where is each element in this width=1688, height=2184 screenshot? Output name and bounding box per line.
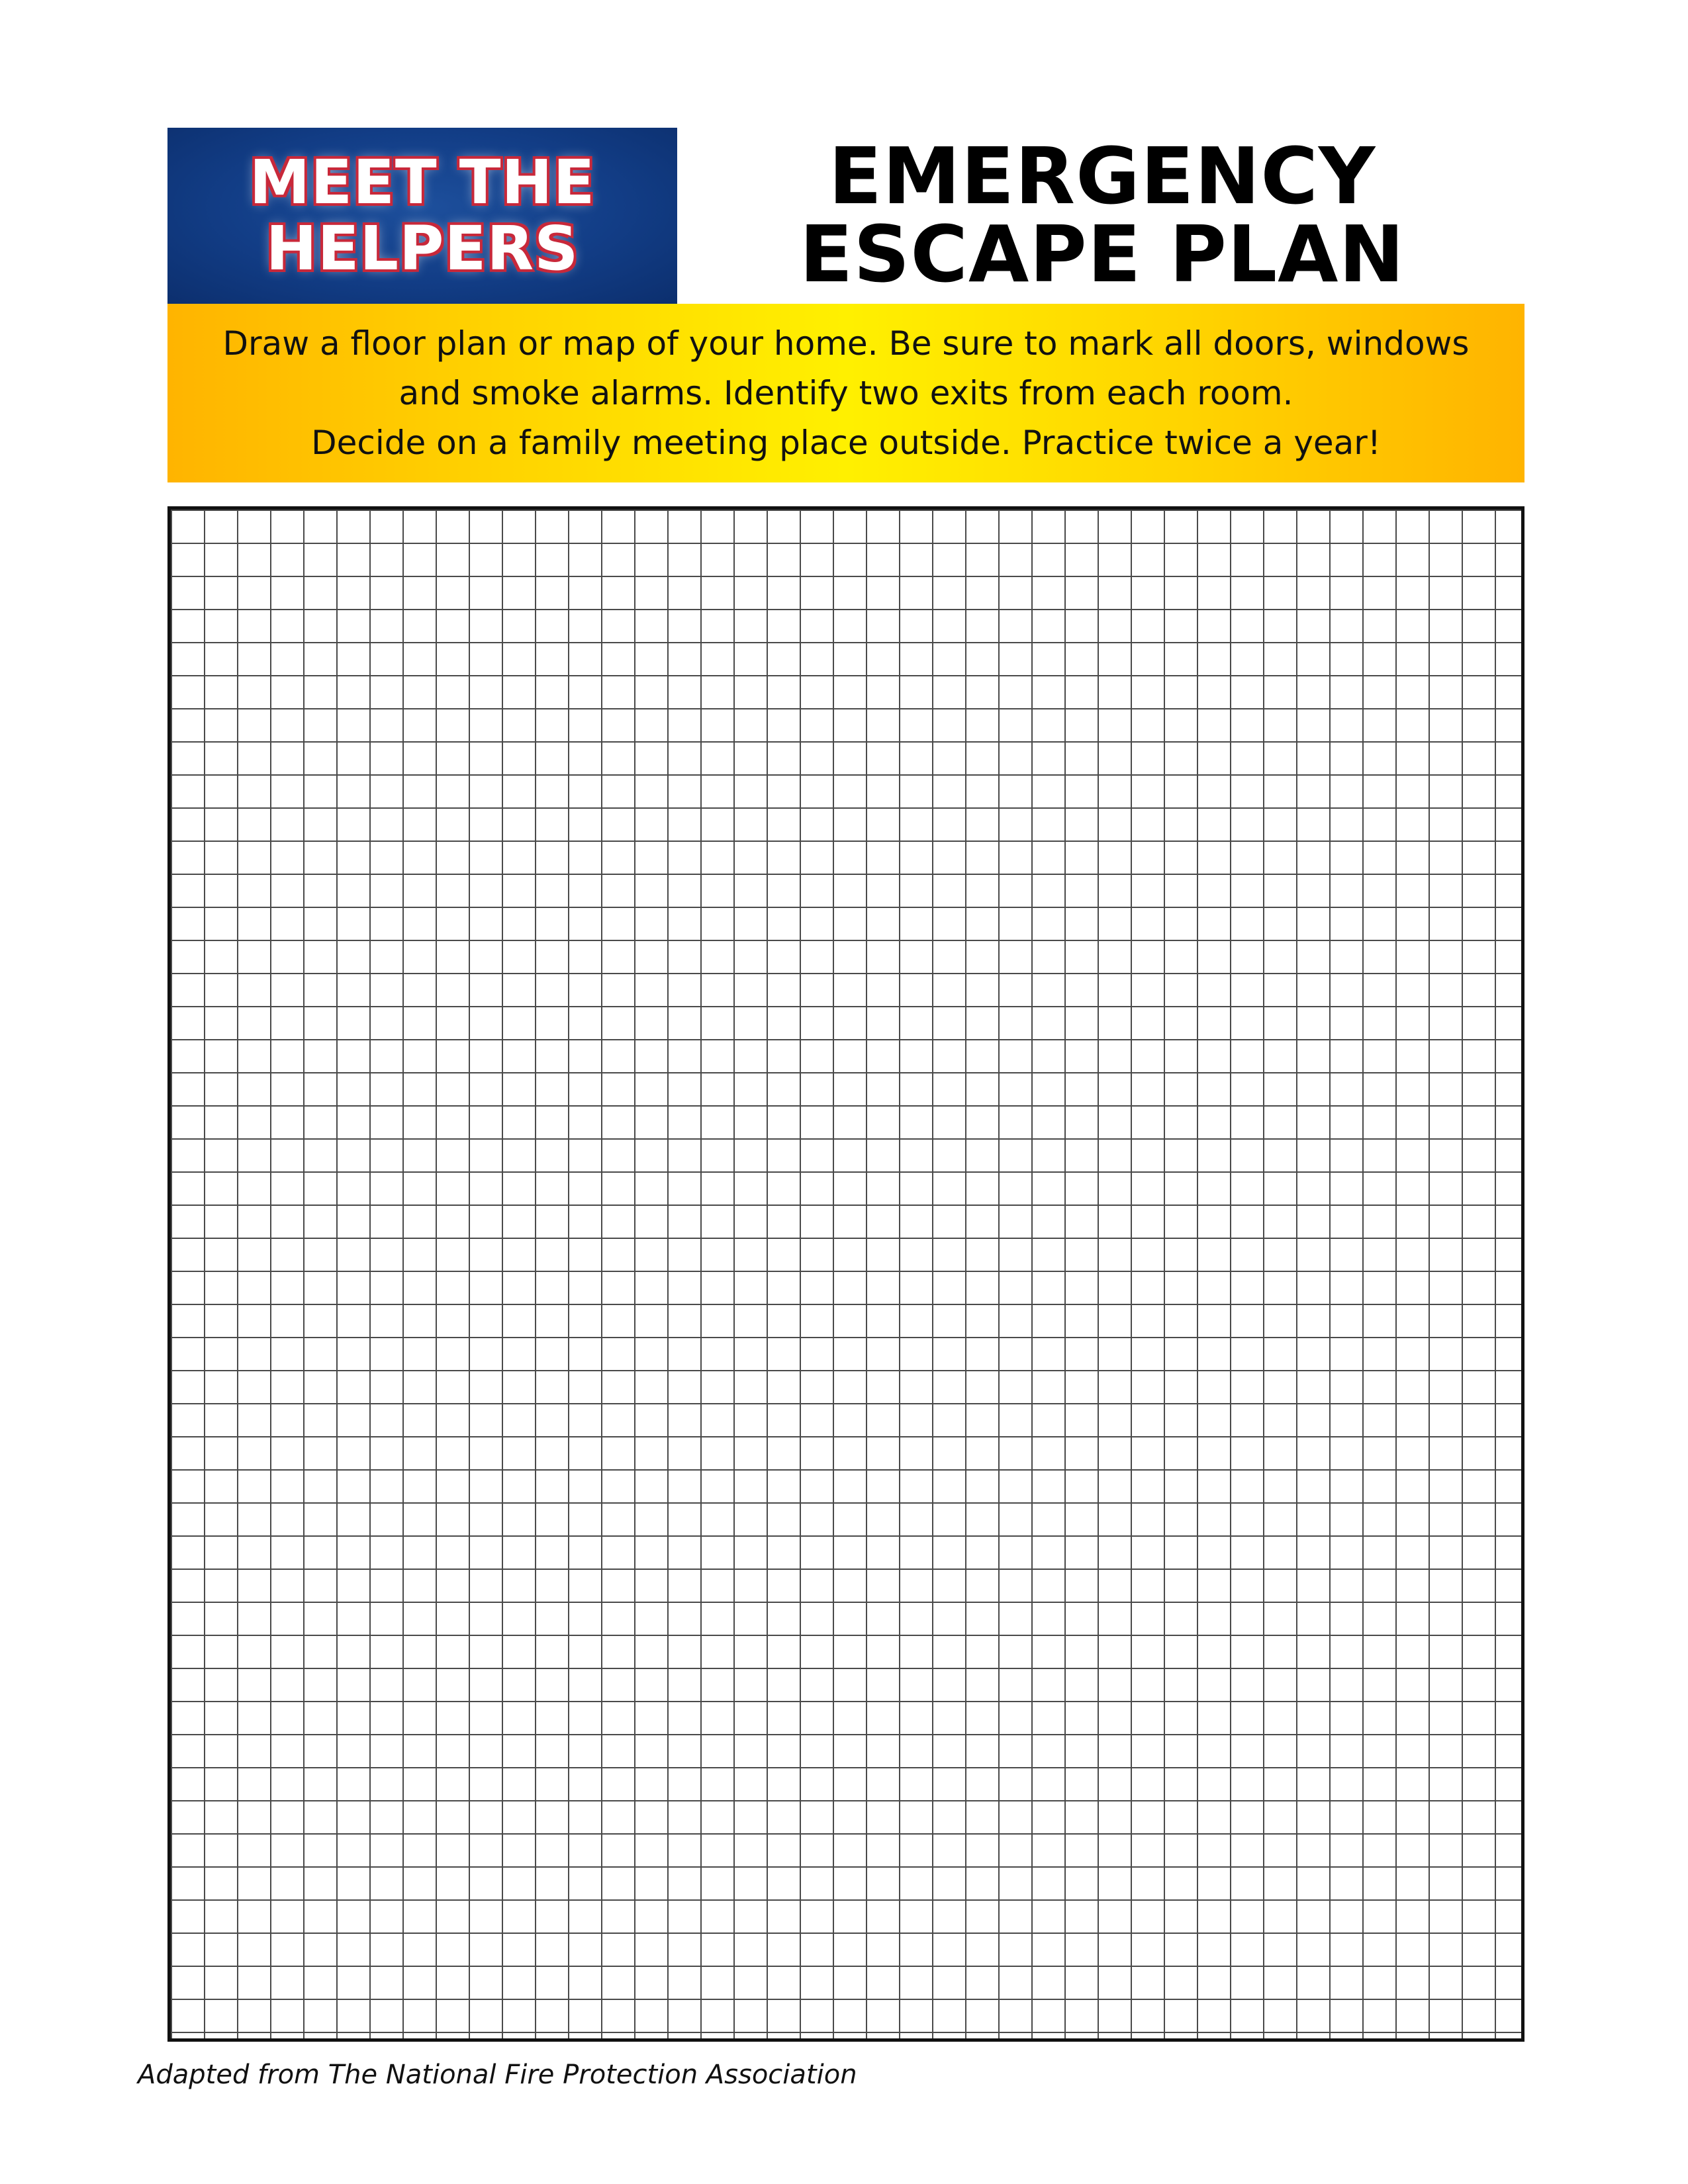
instructions-line-2: and smoke alarms. Identify two exits from each room. [399,373,1293,412]
meet-the-helpers-logo [167,128,677,304]
logo-line-1: MEET THE [249,147,596,218]
source-credit: Adapted from The National Fire Protection Association [138,2060,857,2090]
title-line-1: EMERGENCY [828,130,1376,222]
title-line-2: ESCAPE PLAN [799,208,1405,300]
logo-line-2: HELPERS [265,213,579,284]
instructions-line-1: Draw a floor plan or map of your home. Be sure to mark all doors, windows [222,324,1470,363]
floor-plan-drawing-grid[interactable] [167,506,1524,2042]
instructions-banner [167,304,1524,482]
instructions-line-3: Decide on a family meeting place outside. Practice twice a year! [311,423,1381,462]
page-title [682,129,1523,301]
